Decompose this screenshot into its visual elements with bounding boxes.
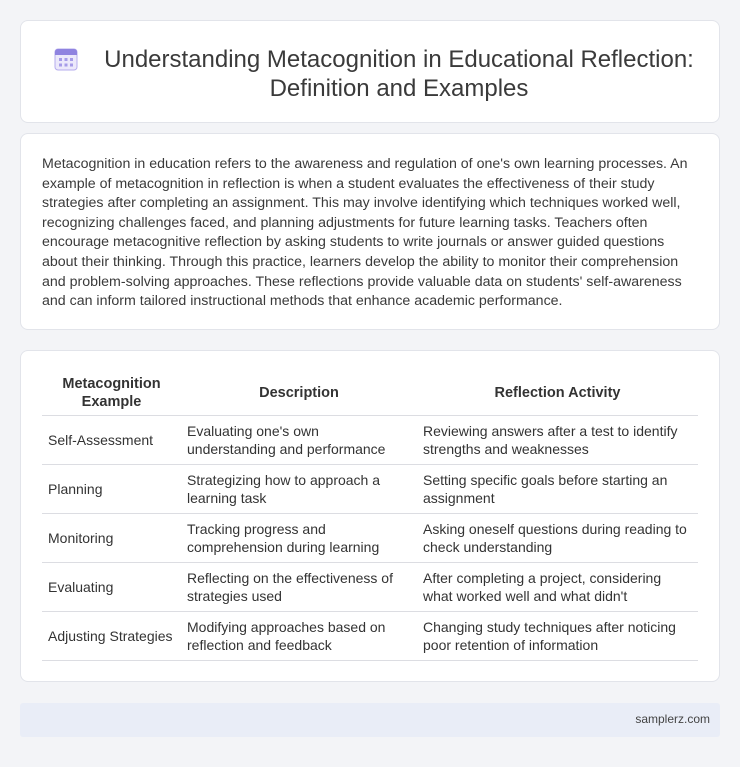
- footer-bar: [20, 703, 720, 737]
- table-header-row: [42, 371, 698, 416]
- column-header-activity: Reflection Activity: [417, 371, 698, 416]
- table-row: [42, 416, 698, 465]
- column-header-example: Metacognition Example: [42, 371, 181, 416]
- cell-example: Monitoring: [42, 514, 181, 563]
- cell-activity: Setting specific goals before starting an assignment: [417, 465, 698, 514]
- table-row: [42, 465, 698, 514]
- table-row: [42, 563, 698, 612]
- cell-activity: Reviewing answers after a test to identify strengths and weaknesses: [417, 416, 698, 465]
- cell-description: Strategizing how to approach a learning task: [181, 465, 417, 514]
- cell-description: Evaluating one's own understanding and performance: [181, 416, 417, 465]
- intro-paragraph: Metacognition in education refers to the awareness and regulation of one's own learning processes. An example of metacognition in reflection is when a student evaluates the effectiveness of their study strategies after completing an assignment. This may involve identifying which techniques worked well, recognizing challenges faced, and planning adjustments for future learning tasks. Teachers often encourage metacognitive reflection by asking students to write journals or answer guided questions about their thinking. Through this practice, learners develop the ability to monitor their comprehension and problem-solving approaches. These reflections provide valuable data on students' self-awareness and can inform tailored instructional methods that enhance academic performance.: [42, 156, 688, 310]
- cell-example: Self-Assessment: [42, 416, 181, 465]
- cell-description: Reflecting on the effectiveness of strategies used: [181, 563, 417, 612]
- cell-example: Adjusting Strategies: [42, 612, 181, 661]
- metacognition-table: [42, 371, 698, 661]
- page-title: Understanding Metacognition in Educational Reflection: Definition and Examples: [104, 46, 694, 102]
- table-row: [42, 612, 698, 661]
- intro-card: [20, 133, 720, 330]
- cell-activity: After completing a project, considering what worked well and what didn't: [417, 563, 698, 612]
- cell-description: Modifying approaches based on reflection and feedback: [181, 612, 417, 661]
- column-header-description: Description: [181, 371, 417, 416]
- cell-description: Tracking progress and comprehension during learning: [181, 514, 417, 563]
- footer-site-link[interactable]: samplerz.com: [635, 712, 710, 726]
- table-card: [20, 350, 720, 682]
- cell-example: Evaluating: [42, 563, 181, 612]
- title-card: [20, 20, 720, 123]
- cell-activity: Changing study techniques after noticing poor retention of information: [417, 612, 698, 661]
- cell-activity: Asking oneself questions during reading to check understanding: [417, 514, 698, 563]
- table-row: [42, 514, 698, 563]
- cell-example: Planning: [42, 465, 181, 514]
